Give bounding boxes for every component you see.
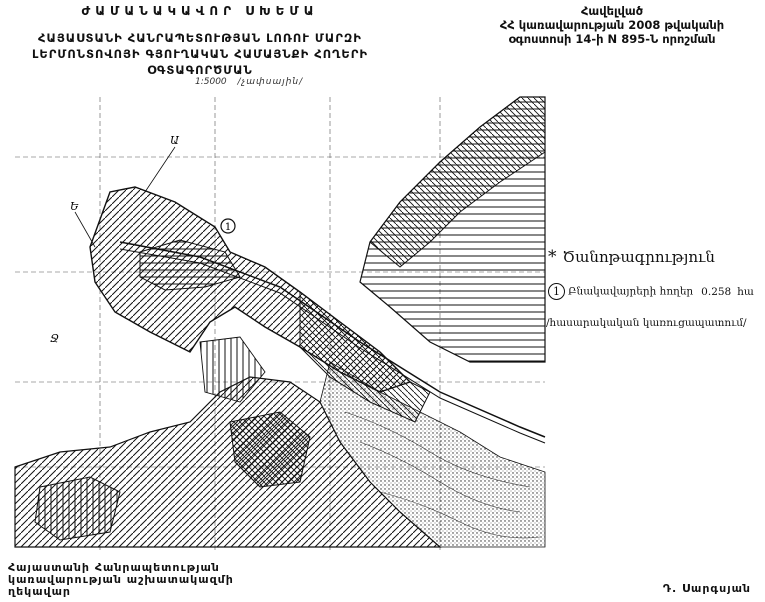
signatory-line-1: Հայաստանի Հանրապետության: [8, 561, 220, 574]
handwritten-mark-c: Ջ: [50, 332, 60, 345]
leader-line-2: [75, 212, 95, 247]
legend-item-note: /հասարակական կառուցապատում/: [546, 317, 747, 329]
parcel-marker-number: 1: [224, 222, 232, 233]
signatory-name: Դ. Սարգսյան: [662, 582, 751, 595]
legend-title-text: Ծանոթագրություն: [562, 248, 715, 266]
legend-title: [548, 247, 715, 267]
approval-block: [467, 4, 757, 46]
legend-item-unit: հա: [737, 285, 754, 298]
signatory-line-3: ղեկավար: [8, 585, 71, 598]
legend-item-label: Բնակավայրերի հողեր: [568, 285, 694, 298]
signatory-title: [8, 562, 234, 598]
scale-note: [195, 77, 303, 87]
handwritten-mark-a: Ա: [170, 134, 179, 147]
subtitle-line-1: ՀԱՅԱՍՏԱՆԻ ՀԱՆՐԱՊԵՏՈՒԹՅԱՆ ԼՈՌՈՒ ՄԱՐԶԻ: [38, 31, 362, 45]
approval-line-2: ՀՀ կառավարության 2008 թվականի: [499, 18, 725, 32]
signatory-line-2: կառավարության աշխատակազմի: [8, 573, 234, 586]
subtitle-line-2: ԼԵՐՄՈՆՏՈՎՈՅԻ ԳՅՈՒՂԱԿԱՆ ՀԱՄԱՅՆՔԻ ՀՈՂԵՐԻ: [31, 47, 369, 61]
approval-line-1: Հավելված: [580, 4, 644, 18]
scale-value: 1:5000: [195, 77, 227, 87]
legend-item-value: 0.258: [701, 285, 732, 298]
asterisk-icon: *: [548, 247, 557, 267]
map-subtitle: [0, 30, 400, 78]
zone-south-vertical: [35, 477, 120, 540]
subtitle-line-3: ՕԳՏԱԳՈՐԾՄԱՆ: [147, 63, 253, 77]
leader-line-1: [145, 147, 175, 192]
land-use-map: [0, 92, 560, 560]
legend-item: [548, 283, 754, 300]
handwritten-mark-b: Ե: [70, 200, 79, 213]
map-title: ԺԱՄԱՆԱԿԱՎՈՐ ՍԽԵՄԱ: [81, 4, 319, 18]
scale-type: /չափսային/: [237, 77, 304, 87]
approval-line-3: օգոստոսի 14-ի N 895-Ն որոշման: [508, 32, 716, 46]
legend-marker: 1: [548, 283, 565, 300]
